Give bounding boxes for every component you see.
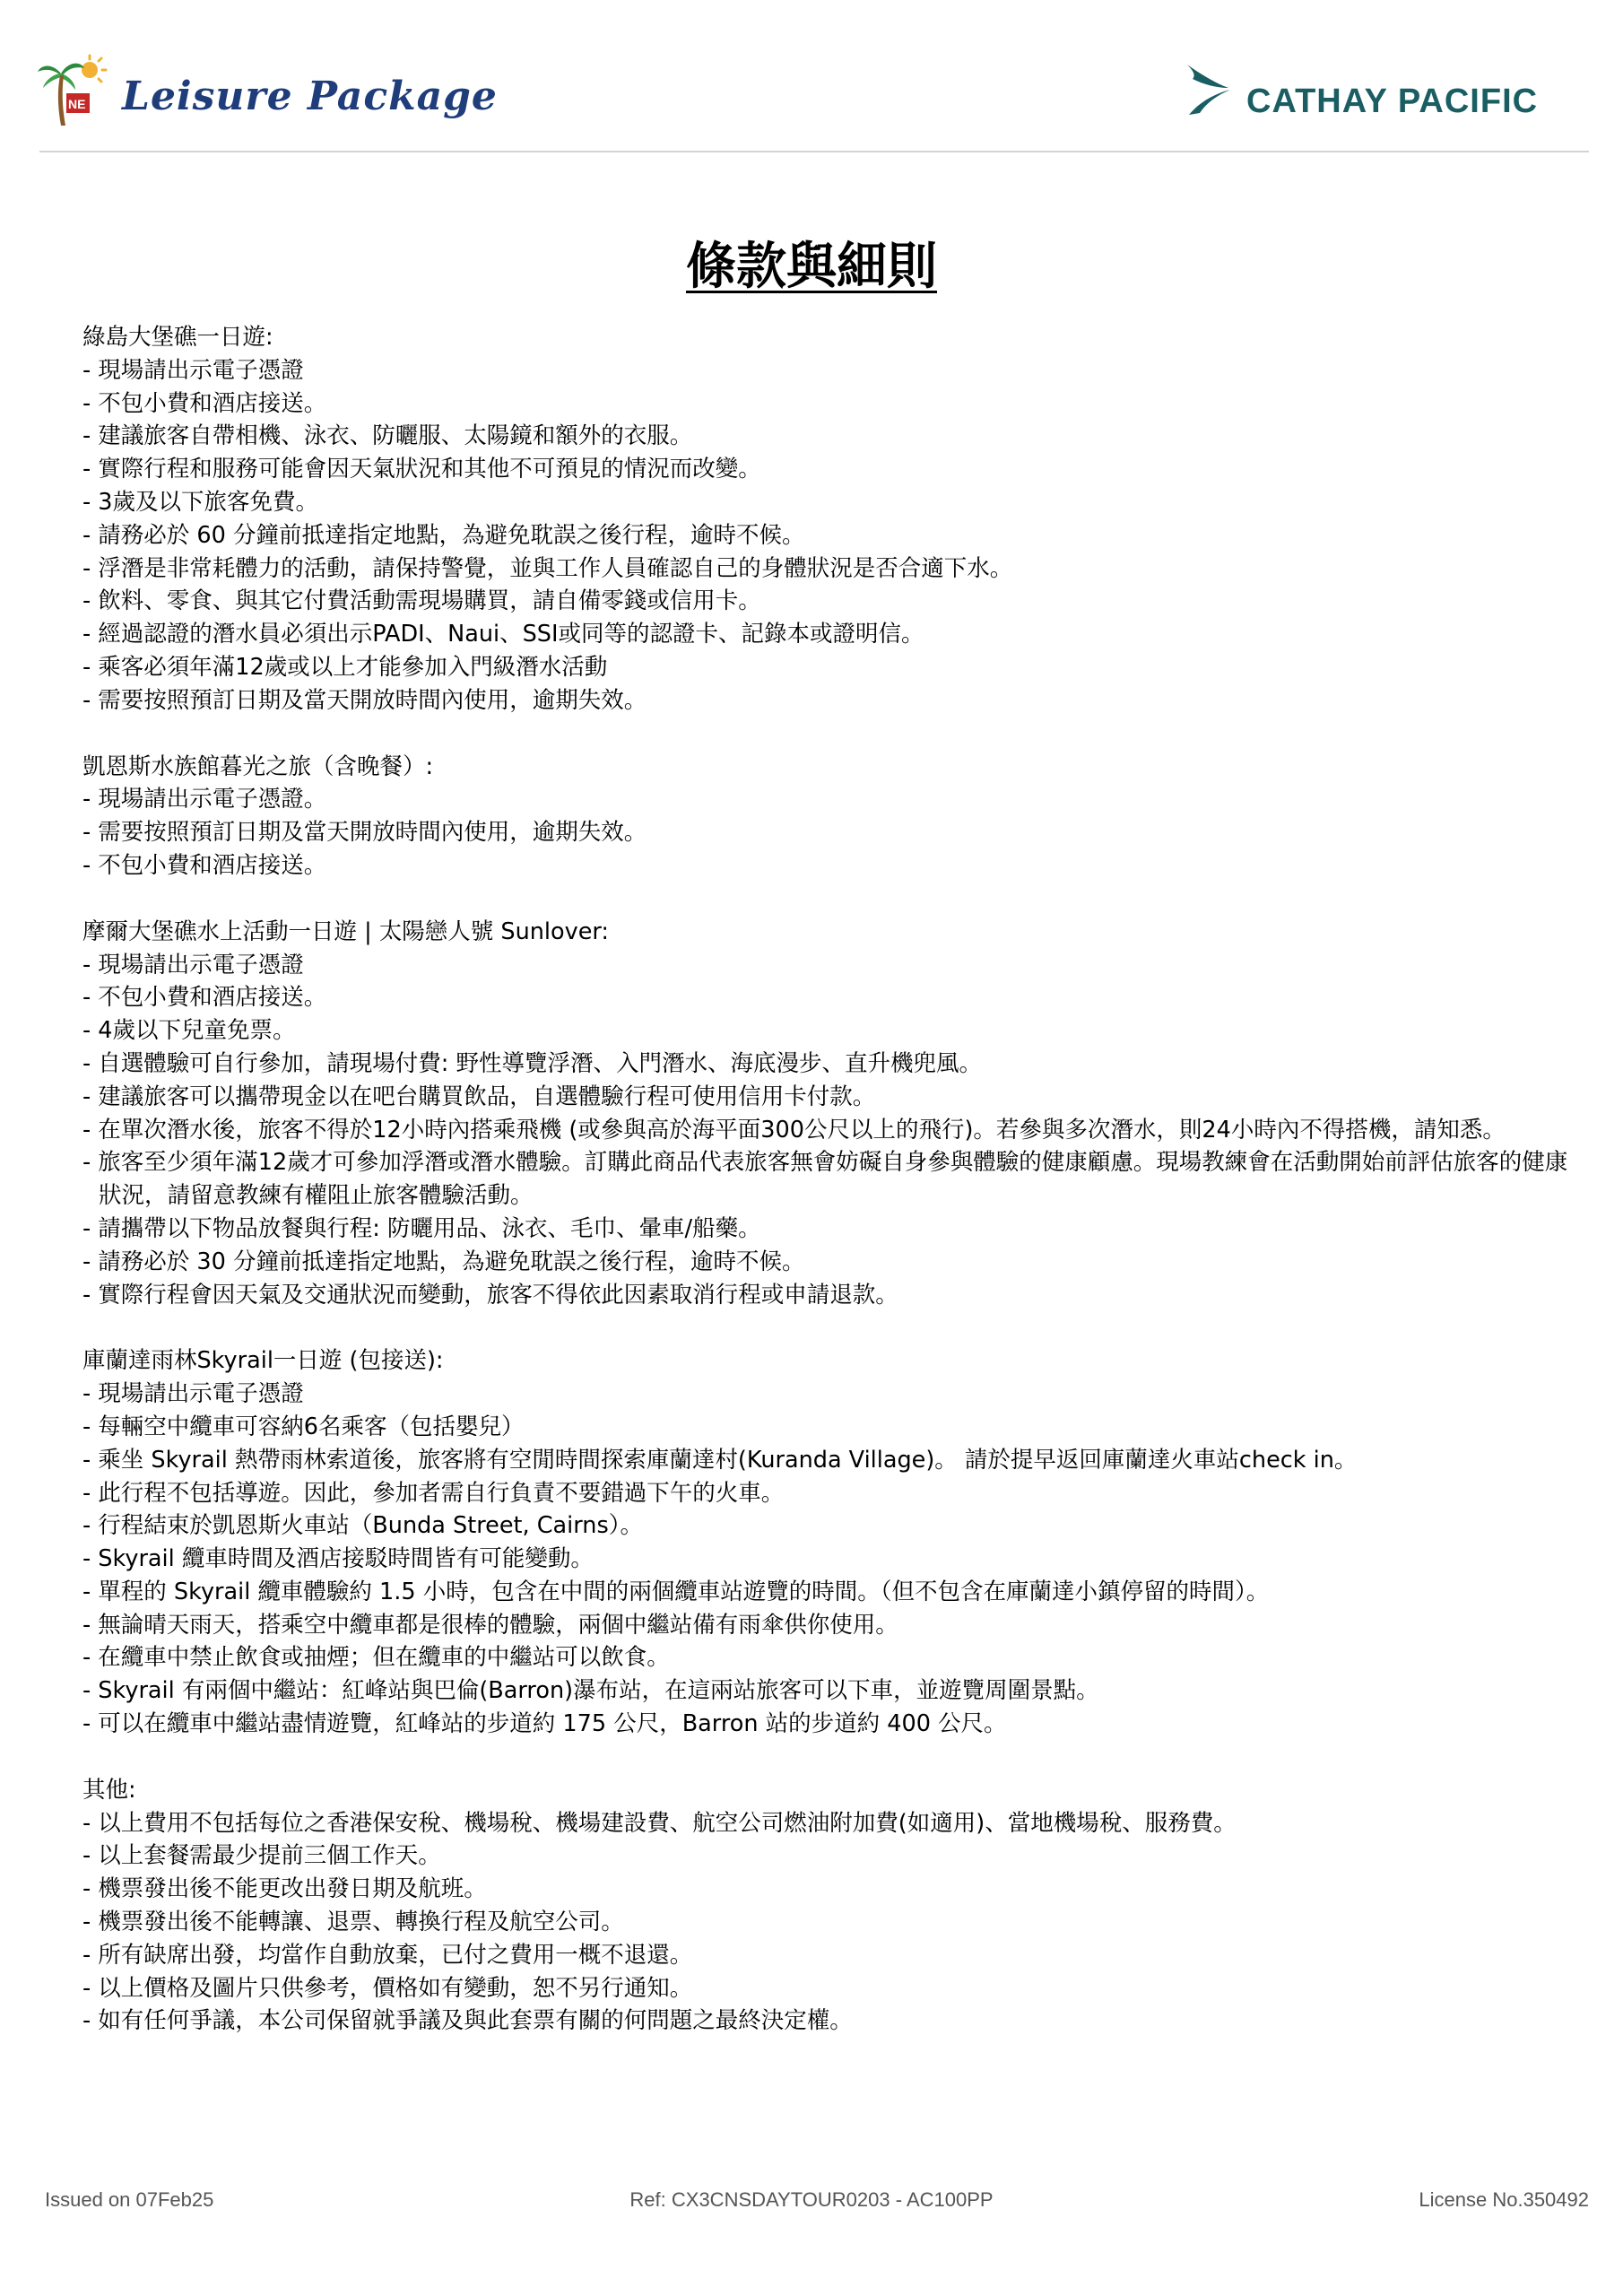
cathay-pacific-logo — [1184, 59, 1578, 131]
list-item: - 機票發出後不能更改出發日期及航班。 — [82, 1875, 487, 1903]
section-title: 綠島大堡礁一日遊: — [82, 324, 273, 351]
list-item: - 現場請出示電子憑證 — [82, 356, 304, 384]
list-item: - 無論晴天雨天，搭乘空中纜車都是很棒的體驗，兩個中繼站備有雨傘供你使用。 — [82, 1611, 898, 1639]
list-item: - 請務必於 60 分鐘前抵達指定地點，為避免耽誤之後行程，逾時不候。 — [82, 521, 805, 549]
list-item: - 所有缺席出發，均當作自動放棄，已付之費用一概不退還。 — [82, 1941, 693, 1969]
list-item: - 可以在纜車中繼站盡情遊覽，紅峰站的步道約 175 公尺，Barron 站的步道約 400 公尺。 — [82, 1710, 1007, 1738]
list-item: - 不包小費和酒店接送。 — [82, 984, 327, 1012]
section-kuranda-skyrail — [82, 1344, 1571, 1741]
leisure-package-wordmark: Leisure Package — [122, 74, 498, 119]
license-number: License No.350492 — [1419, 2188, 1589, 2211]
section-title: 凱恩斯水族館暮光之旅（含晚餐）: — [82, 752, 434, 780]
page-header — [0, 0, 1623, 154]
section-moore-reef — [82, 916, 1571, 1312]
list-item: - 現場請出示電子憑證 — [82, 1380, 304, 1408]
list-item: - 不包小費和酒店接送。 — [82, 389, 327, 417]
cathay-pacific-wordmark: CATHAY PACIFIC — [1246, 83, 1539, 120]
header-divider — [39, 151, 1589, 152]
section-title: 其他: — [82, 1776, 136, 1804]
list-item: - 在單次潛水後，旅客不得於12小時內搭乘飛機 (或參與高於海平面300公尺以上的飛行)。若參與多次潛水，則24小時內不得搭機，請知悉。 — [82, 1116, 1506, 1144]
list-item: - 在纜車中禁止飲食或抽煙；但在纜車的中繼站可以飲食。 — [82, 1644, 670, 1672]
list-item: - Skyrail 纜車時間及酒店接駁時間皆有可能變動。 — [82, 1545, 594, 1573]
list-item: - 經過認證的潛水員必須出示PADI、Naui、SSI或同等的認證卡、記錄本或證明信。 — [82, 621, 924, 648]
list-item: - 乘坐 Skyrail 熱帶雨林索道後，旅客將有空閒時間探索庫蘭達村(Kuranda Village)。 請於提早返回庫蘭達火車站check in。 — [82, 1446, 1358, 1474]
list-item: - 請務必於 30 分鐘前抵達指定地點，為避免耽誤之後行程，逾時不候。 — [82, 1248, 805, 1275]
list-item: - 單程的 Skyrail 纜車體驗約 1.5 小時，包含在中間的兩個纜車站遊覽的時間。（但不包含在庫蘭達小鎮停留的時間）。 — [82, 1578, 1270, 1605]
list-item: - 旅客至少須年滿12歲才可參加浮潛或潛水體驗。訂購此商品代表旅客無會妨礙自身參與體驗的健康顧慮。現場教練會在活動開始前評估旅客的健康狀況，請留意教練有權阻止旅客體驗活動。 — [82, 1149, 1568, 1210]
list-item: - 每輛空中纜車可容納6名乘客（包括嬰兒） — [82, 1413, 525, 1440]
section-green-island — [82, 321, 1571, 718]
reference-number: Ref: CX3CNSDAYTOUR0203 - AC100PP — [629, 2188, 994, 2211]
list-item: - 行程結束於凱恩斯火車站（Bunda Street, Cairns）。 — [82, 1512, 643, 1540]
page-title — [0, 231, 1623, 303]
list-item: - 乘客必須年滿12歲或以上才能參加入門級潛水活動 — [82, 653, 608, 681]
list-item: - 以上套餐需最少提前三個工作天。 — [82, 1842, 441, 1870]
list-item: - 4歲以下兒童免票。 — [82, 1017, 296, 1045]
list-item: - 需要按照預訂日期及當天開放時間內使用，逾期失效。 — [82, 819, 647, 847]
section-title: 庫蘭達雨林Skyrail一日遊 (包接送): — [82, 1347, 444, 1375]
list-item: - 浮潛是非常耗體力的活動，請保持警覺，並與工作人員確認自己的身體狀況是否合適下水。 — [82, 554, 1013, 582]
list-item: - 飲料、零食、與其它付費活動需現場購買，請自備零錢或信用卡。 — [82, 587, 761, 615]
list-item: - Skyrail 有兩個中繼站：紅峰站與巴倫(Barron)瀑布站，在這兩站旅客可以下車，並遊覽周圍景點。 — [82, 1677, 1099, 1705]
list-item: - 需要按照預訂日期及當天開放時間內使用，逾期失效。 — [82, 686, 647, 714]
list-item: - 機票發出後不能轉讓、退票、轉換行程及航空公司。 — [82, 1909, 624, 1936]
section-cairns-aquarium — [82, 751, 1571, 883]
list-item: - 此行程不包括導遊。因此，參加者需自行負責不要錯過下午的火車。 — [82, 1479, 785, 1507]
list-item: - 實際行程會因天氣及交通狀況而變動，旅客不得依此因素取消行程或申請退款。 — [82, 1281, 898, 1309]
terms-content — [82, 321, 1571, 2038]
list-item: - 以上價格及圖片只供參考，價格如有變動，恕不另行通知。 — [82, 1974, 693, 2002]
list-item: - 3歲及以下旅客免費。 — [82, 488, 319, 516]
list-item: - 現場請出示電子憑證。 — [82, 786, 327, 813]
page-footer — [0, 2188, 1623, 2224]
logo-badge-text: NE — [68, 97, 86, 111]
issued-date: Issued on 07Feb25 — [45, 2188, 214, 2211]
list-item: - 以上費用不包括每位之香港保安稅、機場稅、機場建設費、航空公司燃油附加費(如適用)、當地機場稅、服務費。 — [82, 1809, 1237, 1837]
list-item: - 現場請出示電子憑證 — [82, 951, 304, 978]
page-title-text: 條款與細則 — [686, 238, 937, 296]
list-item: - 建議旅客可以攜帶現金以在吧台購買飲品，自選體驗行程可使用信用卡付款。 — [82, 1083, 876, 1110]
palm-tree-logo-icon — [36, 54, 108, 127]
list-item: - 如有任何爭議，本公司保留就爭議及與此套票有關的何問題之最終決定權。 — [82, 2007, 853, 2035]
section-others — [82, 1774, 1571, 2038]
section-title: 摩爾大堡礁水上活動一日遊 | 太陽戀人號 Sunlover: — [82, 918, 610, 945]
brushwing-icon — [1184, 61, 1234, 118]
list-item: - 請攜帶以下物品放餐與行程: 防曬用品、泳衣、毛巾、暈車/船藥。 — [82, 1214, 761, 1242]
list-item: - 不包小費和酒店接送。 — [82, 851, 327, 879]
leisure-package-logo — [36, 54, 498, 135]
list-item: - 建議旅客自帶相機、泳衣、防曬服、太陽鏡和額外的衣服。 — [82, 422, 693, 450]
list-item: - 實際行程和服務可能會因天氣狀況和其他不可預見的情況而改變。 — [82, 456, 761, 483]
list-item: - 自選體驗可自行參加，請現場付費: 野性導覽浮潛、入門潛水、海底漫步、直升機兜風。 — [82, 1049, 983, 1077]
